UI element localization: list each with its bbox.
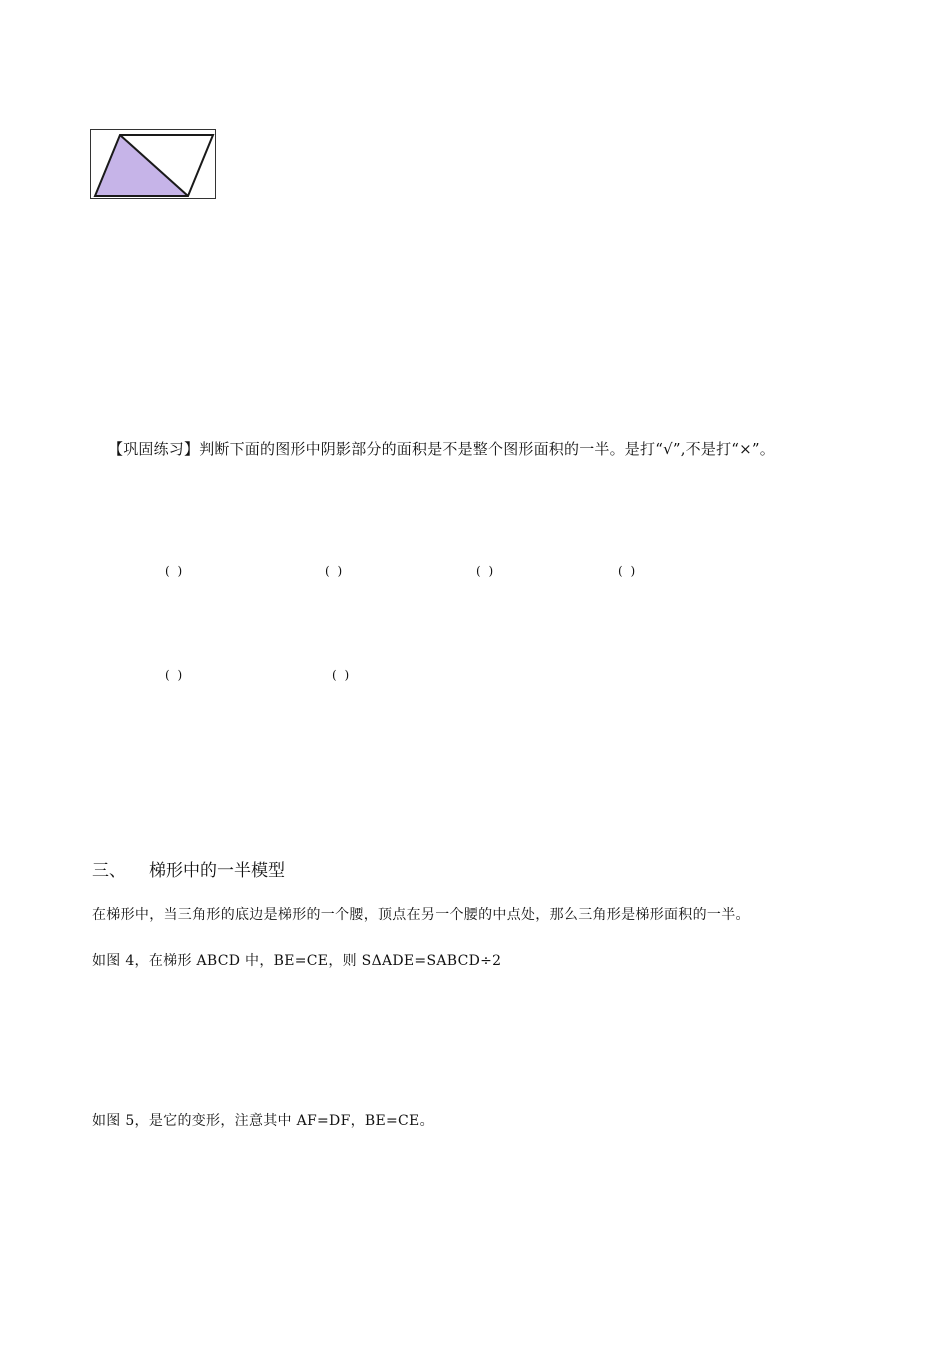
answer-blank[interactable]: ( ) [476,564,496,578]
section-paragraph: 在梯形中，当三角形的底边是梯形的一个腰，顶点在另一个腰的中点处，那么三角形是梯形面积的一半。 [92,907,750,923]
answer-blank[interactable]: ( ) [618,564,638,578]
answer-blank[interactable]: ( ) [165,668,185,682]
shaded-triangle [95,135,188,196]
section-title: 梯形中的一半模型 [149,861,285,881]
section-number: 三、 [92,861,126,881]
answer-blank[interactable]: ( ) [325,564,345,578]
answer-blank[interactable]: ( ) [332,668,352,682]
answer-blank[interactable]: ( ) [165,564,185,578]
parallelogram-diagram [91,130,215,198]
figure5-statement: 如图 5，是它的变形，注意其中 AF=DF，BE=CE。 [92,1113,434,1129]
practice-instruction: 【巩固练习】判断下面的图形中阴影部分的面积是不是整个图形面积的一半。是打“√”,不是打“×”。 [108,440,775,458]
figure4-statement: 如图 4，在梯形 ABCD 中，BE=CE，则 SΔADE=SABCD÷2 [92,953,502,969]
parallelogram-figure [90,129,216,199]
